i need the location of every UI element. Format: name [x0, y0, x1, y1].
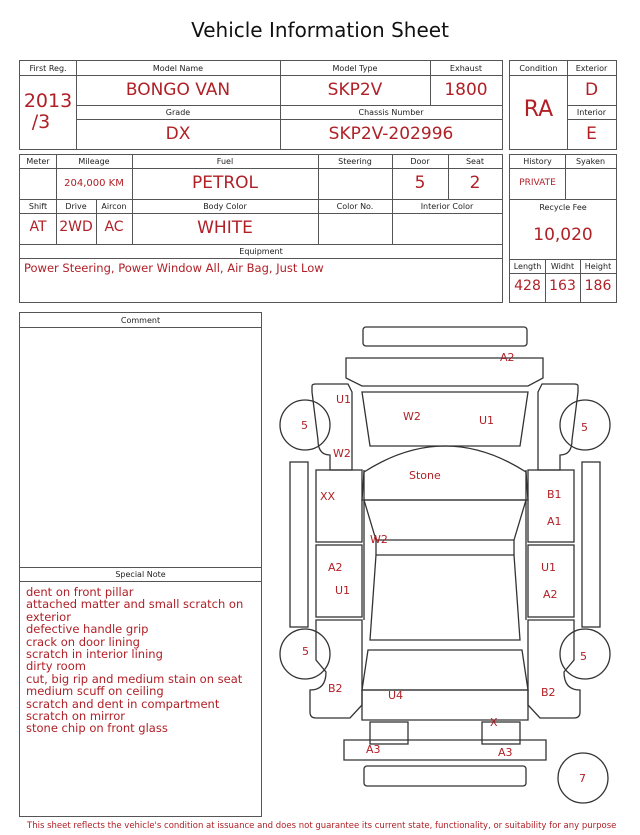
syaken-label: Syaken: [575, 157, 606, 166]
model-name-label: Model Name: [152, 64, 204, 73]
car-damage-diagram: [270, 320, 630, 815]
grade-label: Grade: [165, 108, 191, 117]
mileage-value: 204,000 KM: [64, 178, 124, 189]
comment-box: [19, 312, 262, 817]
door-label: Door: [410, 157, 430, 166]
model-type-value: SKP2V: [327, 80, 383, 100]
shift-label: Shift: [28, 202, 48, 211]
exhaust-label: Exhaust: [449, 64, 483, 73]
shift-value: AT: [29, 219, 47, 235]
front-lower-right-outline: [482, 722, 520, 744]
fuel-value: PETROL: [191, 173, 259, 193]
model-name-value: BONGO VAN: [125, 80, 231, 100]
body-color-value: WHITE: [197, 218, 253, 238]
mark-right-side-lower-1: U1: [541, 561, 557, 574]
mark-rear-right: U1: [479, 414, 495, 427]
chassis-value: SKP2V-202996: [328, 124, 454, 144]
special-note-item: scratch and dent in compartment: [26, 696, 220, 711]
aircon-label: Aircon: [101, 202, 127, 211]
mark-rear-left-pillar: U1: [336, 393, 352, 406]
exhaust-value: 1800: [444, 80, 488, 100]
right-body-lower-outline: [528, 545, 574, 617]
mark-front-right: B2: [541, 686, 556, 699]
interior-color-label: Interior Color: [420, 202, 474, 211]
width-value: 163: [549, 278, 576, 294]
mark-bumper-right: A3: [498, 746, 513, 759]
disclaimer-footer: This sheet reflects the vehicle's condition at issuance and does not guarantee its current state, functionality, or suitability for any purpose: [27, 821, 617, 831]
front-panel-outline: [362, 690, 528, 720]
special-note-item: medium scuff on ceiling: [26, 684, 164, 699]
height-value: 186: [584, 278, 612, 294]
drive-value: 2WD: [59, 219, 93, 235]
mark-right-side-upper-1: B1: [547, 488, 562, 501]
condition-value: RA: [523, 97, 554, 122]
special-note-item: dent on front pillar: [26, 585, 134, 599]
mark-left-side-upper: XX: [320, 490, 336, 503]
sheet-title: Vehicle Information Sheet: [191, 18, 449, 42]
mark-right-side-upper-2: A1: [547, 515, 562, 528]
seat-value: 2: [469, 173, 481, 193]
mark-center-mid: W2: [370, 533, 388, 546]
vehicle-identity-box: [19, 60, 503, 150]
exterior-label: Exterior: [575, 64, 608, 73]
left-body-lower-outline: [316, 545, 362, 617]
special-note-item: defective handle grip: [26, 622, 149, 637]
recycle-fee-value: 10,020: [533, 225, 593, 245]
history-label: History: [523, 157, 552, 166]
drive-label: Drive: [65, 202, 87, 211]
recycle-fee-label: Recycle Fee: [539, 203, 587, 212]
mark-rear-center: W2: [403, 410, 421, 423]
width-label: Widht: [550, 262, 575, 271]
color-no-label: Color No.: [336, 202, 374, 211]
door-value: 5: [414, 173, 426, 193]
front-lower-left-outline: [370, 722, 408, 744]
mark-wheel-rear-left: 5: [301, 419, 308, 432]
comment-label: Comment: [120, 316, 161, 325]
special-notes-list: [26, 586, 258, 735]
mark-front-center: U4: [388, 689, 404, 702]
rear-right-panel-outline: [538, 384, 578, 470]
mileage-label: Mileage: [78, 157, 110, 166]
special-note-item: exterior: [26, 609, 71, 624]
special-note-item: stone chip on front glass: [26, 721, 168, 736]
front-bumper-lower-outline: [364, 766, 526, 786]
interior-value: E: [586, 124, 597, 144]
aircon-value: AC: [104, 219, 124, 235]
first-reg-month: /3: [31, 111, 51, 133]
mark-wheel-rear-right: 5: [581, 421, 588, 434]
condition-box: [509, 60, 617, 150]
special-note-label: Special Note: [115, 570, 166, 579]
mark-front-x: X: [490, 716, 498, 729]
left-body-upper-outline: [316, 470, 362, 542]
model-type-label: Model Type: [332, 64, 378, 73]
first-reg-year: 2013: [23, 90, 73, 112]
special-note-item: crack on door lining: [26, 634, 140, 649]
special-note-item: scratch in interior lining: [26, 647, 163, 662]
rear-window-outline: [362, 392, 528, 446]
equipment-value: Power Steering, Power Window All, Air Bag, Just Low: [24, 261, 324, 275]
body-color-label: Body Color: [203, 202, 247, 211]
mark-bumper-left: A3: [366, 743, 381, 756]
equipment-label: Equipment: [239, 247, 283, 256]
right-strip-outline: [582, 462, 600, 627]
grade-value: DX: [165, 124, 191, 144]
specs-box: [19, 154, 503, 303]
mark-roof: Stone: [409, 469, 441, 482]
rear-bumper-outline: [363, 327, 527, 346]
history-value: PRIVATE: [519, 178, 556, 188]
exterior-value: D: [584, 80, 599, 100]
mark-right-side-lower-2: A2: [543, 588, 558, 601]
first-reg-label: First Reg.: [29, 64, 67, 73]
steering-label: Steering: [338, 157, 372, 166]
chassis-label: Chassis Number: [358, 108, 424, 117]
history-box: [509, 154, 617, 303]
mark-rear-top: A2: [500, 351, 515, 364]
left-strip-outline: [290, 462, 308, 627]
mark-left-side-lower-2: U1: [335, 584, 351, 597]
interior-label: Interior: [576, 108, 607, 117]
roof-outline: [362, 446, 528, 500]
length-label: Length: [513, 262, 542, 271]
mark-wheel-front-right: 5: [580, 650, 587, 663]
meter-label: Meter: [26, 157, 50, 166]
mark-spare: 7: [579, 772, 586, 785]
front-left-fender-outline: [310, 620, 362, 718]
special-note-item: attached matter and small scratch on: [26, 597, 244, 612]
mark-wheel-front-left: 5: [302, 645, 309, 658]
mark-left-upper: W2: [333, 447, 351, 460]
special-note-item: cut, big rip and medium stain on seat: [26, 671, 243, 686]
front-right-fender-outline: [528, 620, 580, 718]
mark-left-side-lower-1: A2: [328, 561, 343, 574]
seat-label: Seat: [465, 157, 485, 166]
height-label: Height: [584, 262, 612, 271]
fuel-label: Fuel: [216, 157, 234, 166]
hood-outline: [362, 650, 528, 690]
special-note-item: scratch on mirror: [26, 709, 126, 724]
center-upper-outline: [364, 500, 526, 540]
mark-front-left: B2: [328, 682, 343, 695]
center-lower-outline: [370, 555, 520, 640]
special-note-item: dirty room: [26, 659, 86, 674]
condition-label: Condition: [519, 64, 558, 73]
right-body-upper-outline: [528, 470, 574, 542]
length-value: 428: [514, 278, 541, 294]
